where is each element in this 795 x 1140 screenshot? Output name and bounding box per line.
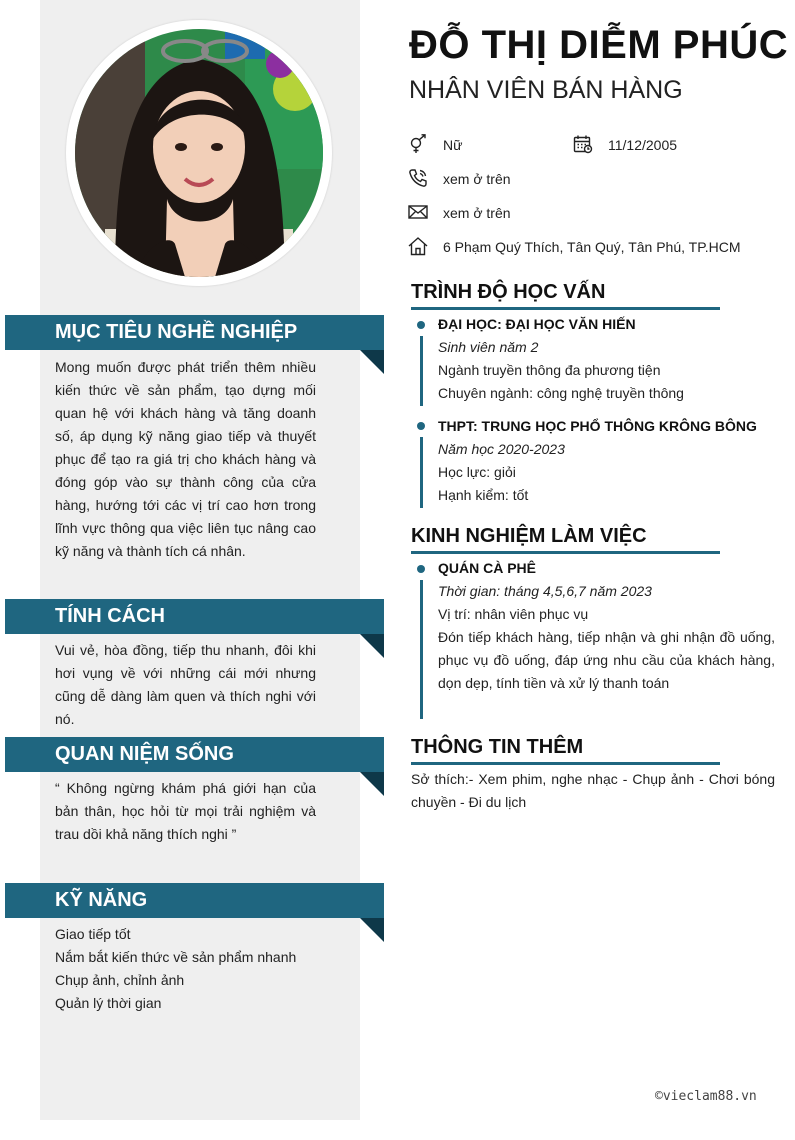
personality-fold (360, 634, 384, 658)
address-value: 6 Phạm Quý Thích, Tân Quý, Tân Phú, TP.HCM (443, 239, 741, 255)
education-detail: Ngành truyền thông đa phương tiện (438, 362, 661, 378)
gender-icon (408, 134, 428, 154)
experience-company: QUÁN CÀ PHÊ (438, 560, 537, 576)
skill-item: Nắm bắt kiến thức về sản phẩm nhanh (55, 949, 297, 965)
education-detail: Học lực: giỏi (438, 464, 516, 480)
objective-fold (360, 350, 384, 374)
education-detail: Chuyên ngành: công nghệ truyền thông (438, 385, 684, 401)
gender-value: Nữ (443, 137, 463, 153)
timeline-dot (417, 422, 425, 430)
phone-icon (408, 168, 428, 188)
education-period: Sinh viên năm 2 (438, 339, 539, 355)
motto-text: “ Không ngừng khám phá giới hạn của bản thân, học hỏi từ mọi trải nghiệm và trau dồi khả năng thích nghi ” (55, 780, 316, 842)
skills-header (5, 883, 384, 918)
candidate-name: ĐỖ THỊ DIỄM PHÚC (409, 23, 789, 67)
objective-header (5, 315, 384, 350)
avatar (75, 29, 323, 277)
skill-item: Giao tiếp tốt (55, 926, 131, 942)
skills-list (55, 923, 345, 1015)
personality-header (5, 599, 384, 634)
experience-position: Vị trí: nhân viên phục vụ (438, 606, 589, 622)
education-entry (438, 313, 775, 405)
skill-item: Quản lý thời gian (55, 995, 162, 1011)
motto-header (5, 737, 384, 772)
phone-value: xem ở trên (443, 171, 511, 187)
objective-title: MỤC TIÊU NGHỀ NGHIỆP (55, 321, 298, 343)
personality-title: TÍNH CÁCH (55, 605, 165, 627)
birthday-value: 11/12/2005 (608, 137, 678, 153)
skills-fold (360, 918, 384, 942)
education-period: Năm học 2020-2023 (438, 441, 565, 457)
personality-text: Vui vẻ, hòa đồng, tiếp thu nhanh, đôi khi hơi vụng về với những cái mới nhưng cũng dễ dàng làm quen và thích nghi với nó. (55, 642, 316, 727)
experience-title: KINH NGHIỆM LÀM VIỆC (411, 525, 647, 547)
envelope-icon (408, 202, 428, 222)
skills-title: KỸ NĂNG (55, 889, 148, 911)
timeline-line (420, 336, 423, 406)
experience-period: Thời gian: tháng 4,5,6,7 năm 2023 (438, 583, 652, 599)
home-icon (408, 236, 428, 256)
education-title: TRÌNH ĐỘ HỌC VẤN (411, 281, 606, 303)
education-school: ĐẠI HỌC: ĐẠI HỌC VĂN HIẾN (438, 316, 636, 332)
experience-entry (438, 557, 775, 695)
timeline-dot (417, 565, 425, 573)
experience-rule (411, 551, 720, 554)
calendar-icon (573, 134, 593, 154)
motto-title: QUAN NIỆM SỐNG (55, 743, 234, 765)
timeline-line (420, 437, 423, 508)
education-entry (438, 415, 775, 507)
extra-title: THÔNG TIN THÊM (411, 736, 584, 758)
extra-text: Sở thích:- Xem phim, nghe nhạc - Chụp ảnh - Chơi bóng chuyền - Đi du lịch (411, 771, 775, 810)
watermark: ©vieclam88.vn (655, 1089, 757, 1104)
education-school: THPT: TRUNG HỌC PHỔ THÔNG KRÔNG BÔNG (438, 418, 757, 434)
education-rule (411, 307, 720, 310)
objective-text: Mong muốn được phát triển thêm nhiều kiến thức về sản phẩm, tạo dựng mối quan hệ với khách hàng và tăng doanh số, áp dụng kỹ năng giao tiếp và thuyết phục để tạo ra giá trị cho khách hàng và đóng góp vào sự thành công của cửa hàng, hướng tới các vị trí cao hơn trong lĩnh vực thông qua việc liên tục nâng cao kỹ năng và thành tích cá nhân. (55, 359, 316, 559)
motto-fold (360, 772, 384, 796)
education-detail: Hạnh kiểm: tốt (438, 487, 529, 503)
extra-rule (411, 762, 720, 765)
email-value: xem ở trên (443, 205, 511, 221)
timeline-line (420, 580, 423, 719)
experience-duties: Đón tiếp khách hàng, tiếp nhận và ghi nhận đồ uống, phục vụ đồ uống, đáp ứng nhu cầu của khách hàng, dọn dẹp, tính tiền và xử lý thanh toán (438, 629, 775, 691)
timeline-dot (417, 321, 425, 329)
candidate-role: NHÂN VIÊN BÁN HÀNG (409, 76, 683, 104)
skill-item: Chụp ảnh, chỉnh ảnh (55, 972, 185, 988)
